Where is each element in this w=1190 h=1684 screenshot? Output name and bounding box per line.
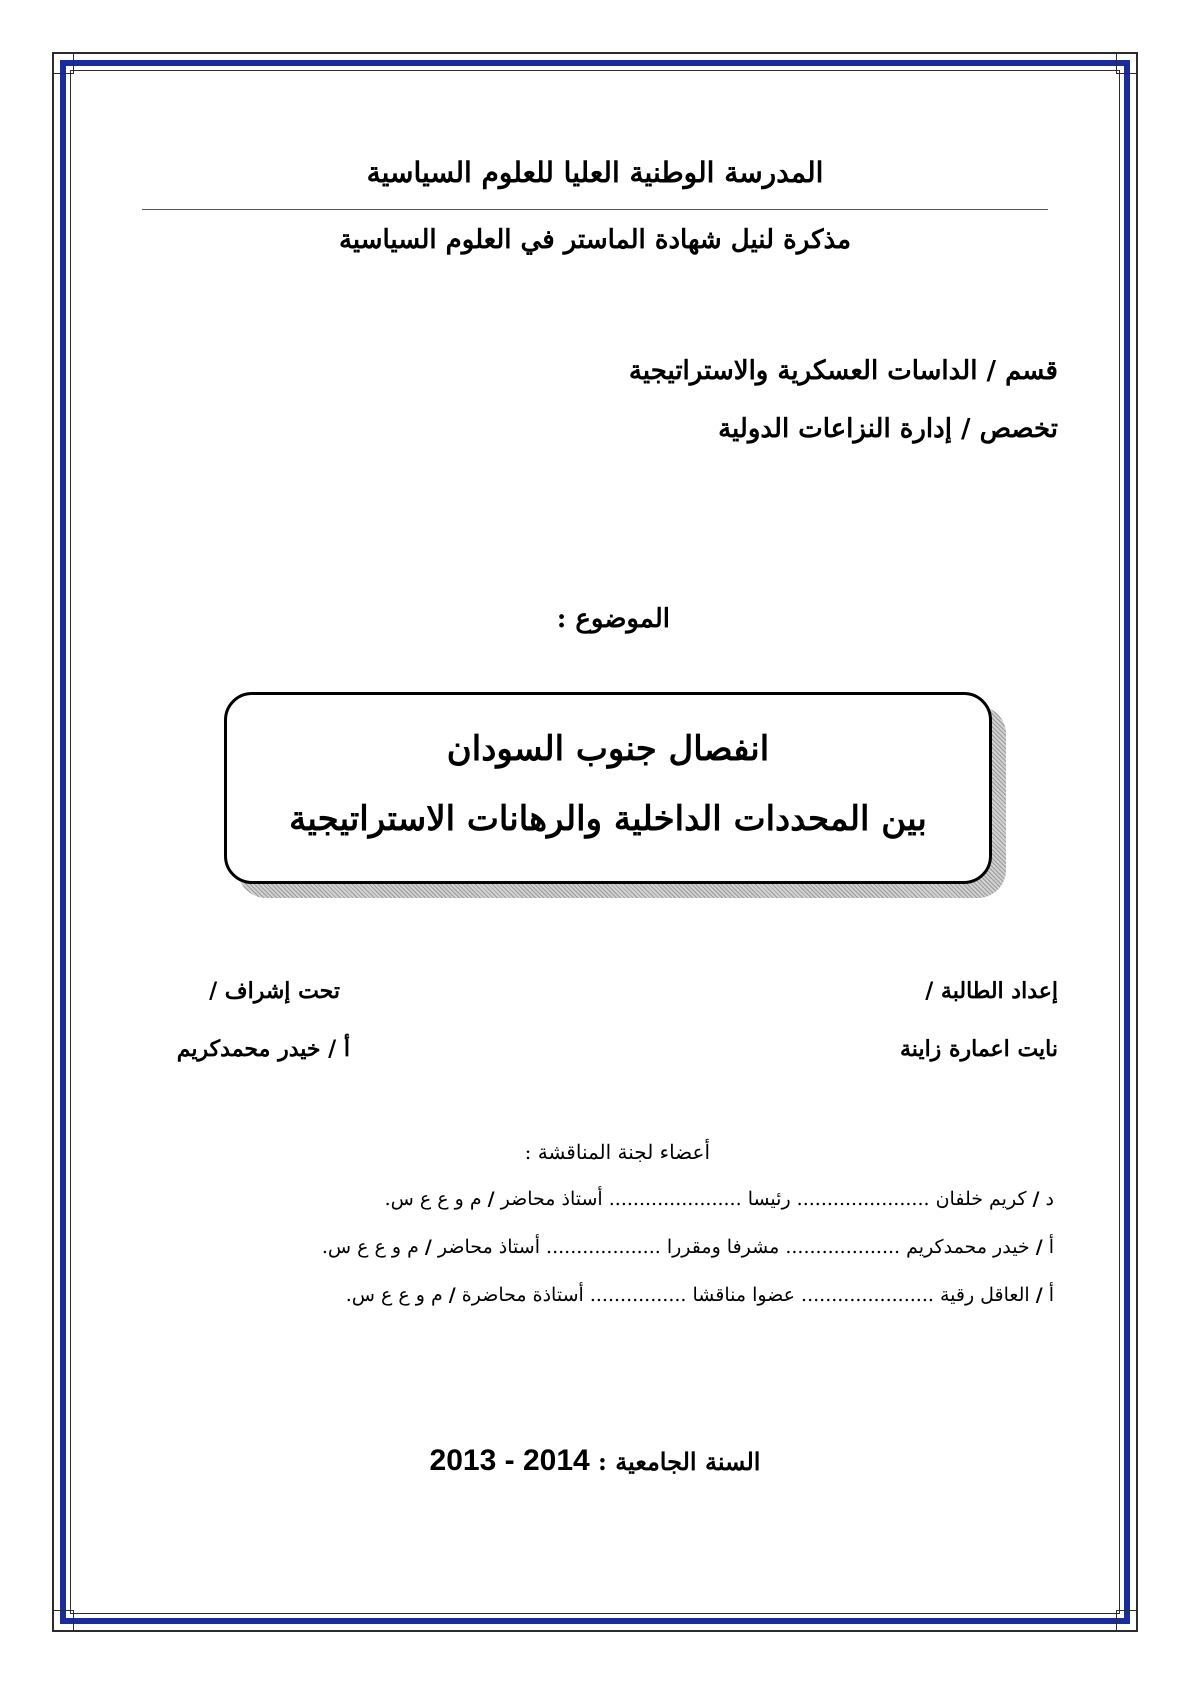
member-slash: / <box>424 1236 432 1258</box>
committee-member-3 <box>346 1284 1054 1306</box>
supervisor-label: تحت إشراف / <box>209 978 340 1004</box>
member-rank: أستاذ محاضر <box>437 1236 540 1258</box>
member-dots: ...................... <box>801 1284 934 1306</box>
member-name: كريم خلفان <box>935 1188 1027 1210</box>
member-rank: أستاذة محاضرة <box>461 1284 584 1306</box>
student-name: نايت اعمارة زاينة <box>900 1036 1058 1062</box>
specialty-value: إدارة النزاعات الدولية <box>718 414 952 444</box>
supervisor-name-line <box>177 1036 350 1062</box>
academic-year-line <box>0 1444 1190 1478</box>
member-dots: ................ <box>589 1284 687 1306</box>
academic-year-label: السنة الجامعية : <box>598 1447 761 1476</box>
member-dots: ................... <box>546 1236 661 1258</box>
member-dots: ................... <box>785 1236 901 1258</box>
member-role: رئيسا <box>747 1188 791 1210</box>
committee-heading: أعضاء لجنة المناقشة : <box>524 1140 710 1164</box>
border-corner-bottom-right <box>1116 1610 1138 1632</box>
member-institution: م و ع ع س. <box>384 1188 482 1210</box>
member-role: مشرفا ومقررا <box>666 1236 780 1258</box>
member-name: خيدر محمدكريم <box>906 1236 1030 1258</box>
student-label: إعداد الطالبة / <box>925 978 1058 1004</box>
department-value: الداسات العسكرية والاستراتيجية <box>628 356 978 386</box>
title-box <box>224 692 992 884</box>
member-slash: / <box>1032 1188 1040 1210</box>
member-slash: / <box>1035 1284 1043 1306</box>
department-label: قسم <box>1005 356 1058 386</box>
member-slash: / <box>487 1188 495 1210</box>
member-dots: ...................... <box>796 1188 930 1210</box>
border-corner-bottom-left <box>52 1610 74 1632</box>
supervisor-name: خيدر محمدكريم <box>176 1036 321 1062</box>
title-line-1: انفصال جنوب السودان <box>446 729 770 769</box>
school-name: المدرسة الوطنية العليا للعلوم السياسية <box>366 156 824 189</box>
committee-member-1 <box>385 1188 1054 1210</box>
subject-label: الموضوع : <box>556 604 670 634</box>
member-name: العاقل رقية <box>939 1284 1030 1306</box>
specialty-label: تخصص <box>979 414 1058 444</box>
specialty-slash: / <box>961 414 971 444</box>
specialty-line <box>718 414 1058 444</box>
member-institution: م و ع ع س. <box>345 1284 443 1306</box>
member-role: عضوا مناقشا <box>692 1284 795 1306</box>
supervisor-slash: / <box>328 1036 337 1062</box>
member-slash: / <box>448 1284 456 1306</box>
member-slash: / <box>1035 1236 1043 1258</box>
header-divider <box>142 209 1048 210</box>
degree-line: مذكرة لنيل شهادة الماستر في العلوم السياسية <box>338 225 852 255</box>
member-prefix: د <box>1045 1188 1054 1210</box>
member-dots: ...................... <box>608 1188 742 1210</box>
member-institution: م و ع ع س. <box>321 1236 419 1258</box>
title-line-2: بين المحددات الداخلية والرهانات الاستراتيجية <box>289 799 927 839</box>
member-rank: أستاذ محاضر <box>500 1188 603 1210</box>
supervisor-prefix: أ <box>343 1036 350 1062</box>
academic-year-value: 2013 - 2014 <box>429 1444 590 1477</box>
border-corner-top-right <box>1116 52 1138 74</box>
member-prefix: أ <box>1048 1284 1054 1306</box>
border-corner-top-left <box>52 52 74 74</box>
department-line <box>629 356 1058 386</box>
member-prefix: أ <box>1048 1236 1054 1258</box>
committee-member-2 <box>322 1236 1054 1258</box>
department-slash: / <box>986 356 996 386</box>
